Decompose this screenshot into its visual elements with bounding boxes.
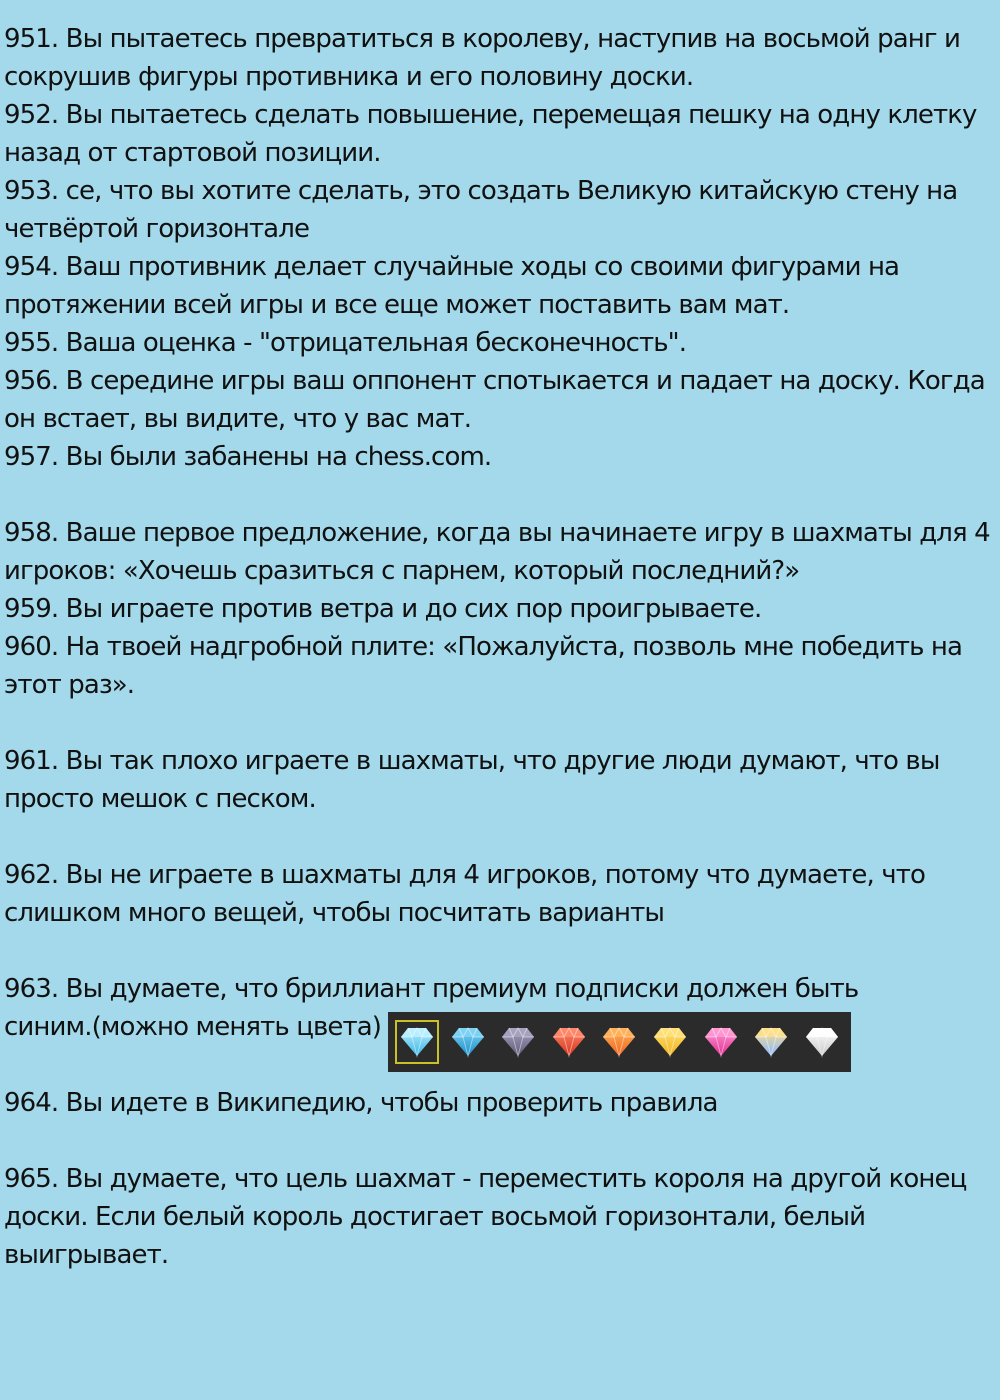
diamond-swatch-red[interactable] <box>547 1020 591 1064</box>
diamond-swatch-blue[interactable] <box>446 1020 490 1064</box>
text-line: 965. Вы думаете, что цель шахмат - переместить короля на другой конец <box>4 1164 967 1194</box>
diamond-icon <box>399 1026 435 1058</box>
diamond-icon <box>804 1026 840 1058</box>
text-line: этот раз». <box>4 670 135 700</box>
text-line: протяжении всей игры и все еще может поставить вам мат. <box>4 290 790 320</box>
diamond-swatch-gray[interactable] <box>496 1020 540 1064</box>
text-line: выигрывает. <box>4 1240 169 1270</box>
text-line: 952. Вы пытаетесь сделать повышение, перемещая пешку на одну клетку <box>4 100 977 130</box>
text-line: назад от стартовой позиции. <box>4 138 381 168</box>
text-line: 953. се, что вы хотите сделать, это создать Великую китайскую стену на <box>4 176 958 206</box>
diamond-icon <box>450 1026 486 1058</box>
diamond-icon <box>753 1026 789 1058</box>
text-line: 956. В середине игры ваш оппонент спотыкается и падает на доску. Когда <box>4 366 985 396</box>
diamond-swatch-light-blue[interactable] <box>395 1020 439 1064</box>
text-line: 955. Ваша оценка - "отрицательная бесконечность". <box>4 328 687 358</box>
diamond-icon <box>703 1026 739 1058</box>
diamond-swatch-pink[interactable] <box>699 1020 743 1064</box>
diamond-color-picker <box>388 1012 851 1072</box>
text-line: игроков: «Хочешь сразиться с парнем, который последний?» <box>4 556 800 586</box>
text-line: 962. Вы не играете в шахматы для 4 игроков, потому что думаете, что <box>4 860 925 890</box>
text-line: слишком много вещей, чтобы посчитать варианты <box>4 898 664 928</box>
text-line: просто мешок с песком. <box>4 784 316 814</box>
text-line: он встает, вы видите, что у вас мат. <box>4 404 472 434</box>
text-line: четвёртой горизонтале <box>4 214 310 244</box>
text-line: 959. Вы играете против ветра и до сих пор проигрываете. <box>4 594 762 624</box>
text-line: 960. На твоей надгробной плите: «Пожалуйста, позволь мне победить на <box>4 632 963 662</box>
text-line: сокрушив фигуры противника и его половину доски. <box>4 62 694 92</box>
diamond-icon <box>601 1026 637 1058</box>
text-line: 963. Вы думаете, что бриллиант премиум подписки должен быть <box>4 974 859 1004</box>
diamond-icon <box>652 1026 688 1058</box>
diamond-swatch-yellow[interactable] <box>648 1020 692 1064</box>
text-line: синим.(можно менять цвета) <box>4 1012 382 1042</box>
text-line: доски. Если белый король достигает восьмой горизонтали, белый <box>4 1202 866 1232</box>
diamond-swatch-orange[interactable] <box>597 1020 641 1064</box>
text-line: 951. Вы пытаетесь превратиться в королеву, наступив на восьмой ранг и <box>4 24 960 54</box>
diamond-icon <box>551 1026 587 1058</box>
text-line: 958. Ваше первое предложение, когда вы начинаете игру в шахматы для 4 <box>4 518 990 548</box>
diamond-icon <box>500 1026 536 1058</box>
text-line: 954. Ваш противник делает случайные ходы со своими фигурами на <box>4 252 900 282</box>
diamond-swatch-white[interactable] <box>800 1020 844 1064</box>
text-line: 964. Вы идете в Википедию, чтобы проверить правила <box>4 1088 718 1118</box>
diamond-swatch-rainbow[interactable] <box>749 1020 793 1064</box>
text-line: 957. Вы были забанены на chess.com. <box>4 442 492 472</box>
text-line: 961. Вы так плохо играете в шахматы, что другие люди думают, что вы <box>4 746 940 776</box>
